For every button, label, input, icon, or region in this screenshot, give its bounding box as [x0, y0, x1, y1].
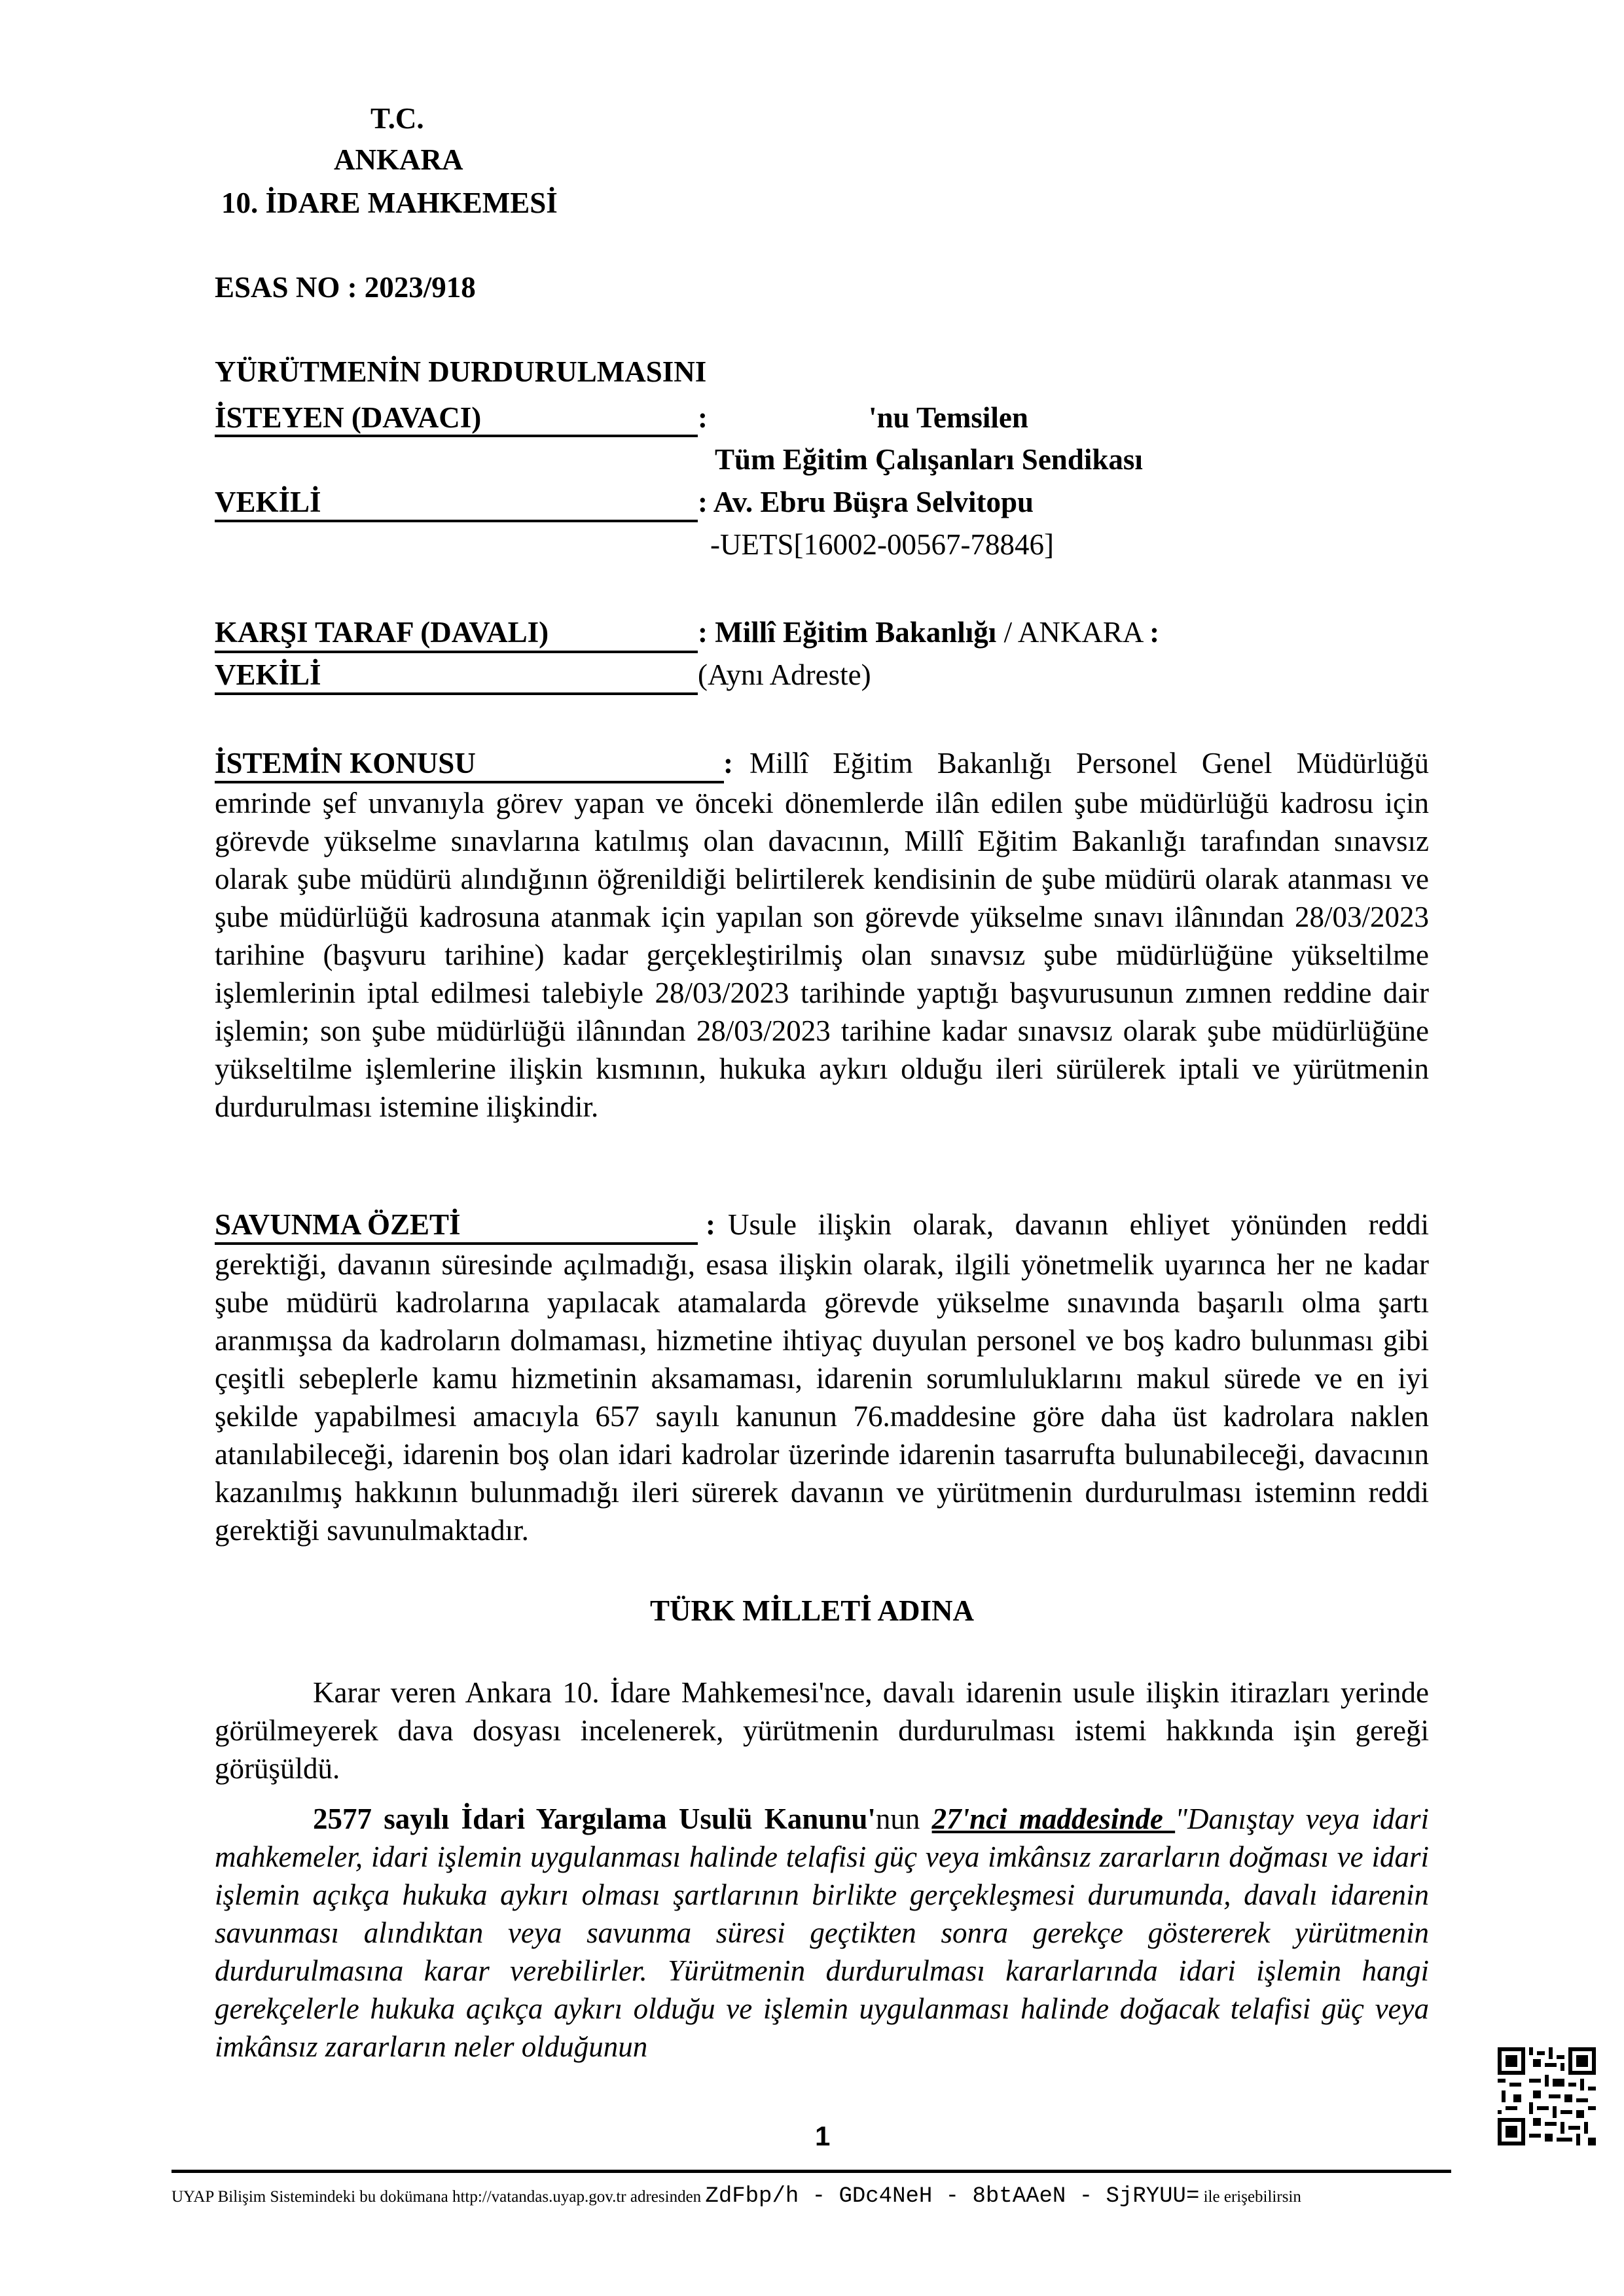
esas-no: ESAS NO : 2023/918: [215, 271, 476, 304]
savunma-label: SAVUNMA ÖZETİ: [215, 1208, 461, 1241]
footer-prefix: UYAP Bilişim Sistemindeki bu dokümana http://vatandas.uyap.gov.tr adresinden: [171, 2188, 706, 2206]
kanun-nun: nun: [875, 1803, 932, 1835]
savunma-colon: :: [706, 1208, 715, 1241]
davali-vekil-label: VEKİLİ: [215, 658, 321, 691]
header-court: 10. İDARE MAHKEMESİ: [221, 187, 558, 219]
davali-vekil-value: (Aynı Adreste): [698, 658, 871, 691]
istem-underline: [215, 781, 724, 783]
davali-name: Millî Eğitim Bakanlığı: [715, 616, 997, 649]
davaci-label-2: İSTEYEN (DAVACI): [215, 401, 482, 434]
savunma-body: gerektiği, davanın süresinde açılmadığı, esasa ilişkin olarak, ilgili yönetmelik uyarınca her ne kadar şube müdürü kadrolarına yapılacak atamalarda görevde yükselme sınavında başarılı olma şartı aranmışsa da kadroların dolmaması, hizmetine ihtiyaç duyulan personel ve boş kadro bulunması gibi çeşitli sebeplerle kamu hizmetinin aksamaması, idarenin sorumluluklarını makul sürede ve en iyi şekilde yapabilmesi amacıyla 657 sayılı kanunun 76.maddesine göre daha üst kadrolara naklen atanılabileceği, idarenin boş olan idari kadrolar üzerinde idarenin tasarrufta bulunabileceği, davacının kazanılmış hakkının bulunmadığı ileri sürerek davanın ve yürütmenin durdurulması isteminn reddi gerektiği savunulmaktadır.: [215, 1248, 1429, 1547]
istem-label: İSTEMİN KONUSU: [215, 747, 476, 780]
footer-rule: [171, 2170, 1451, 2173]
savunma-first-line: Usule ilişkin olarak, davanın ehliyet yönünden reddi: [728, 1208, 1429, 1241]
vekil-uets: -UETS[16002-00567-78846]: [710, 528, 1054, 561]
turk-milleti-adina: TÜRK MİLLETİ ADINA: [649, 1594, 975, 1627]
istem-first-line: Millî Eğitim Bakanlığı Personel Genel Müdürlüğü: [749, 747, 1429, 780]
davaci-underline: [215, 435, 698, 437]
davaci-value-2: Tüm Eğitim Çalışanları Sendikası: [715, 443, 1143, 476]
davaci-value-1: 'nu Temsilen: [869, 401, 1028, 434]
kanun-quote: "Danıştay veya idari mahkemeler, idari işlemin uygulanması halinde telafisi güç veya imkânsız zararların doğması ve idari işlemin açıkça hukuka aykırı olması şartlarının birlikte gerçekleşmesi durumunda, davalı idarenin savunması alındıktan veya savunma süresi geçtikten sonra gerekçe göstererek yürütmenin durdurulmasına karar verebilirler. Yürütmenin durdurulması kararlarında idari işlemin hangi gerekçelerle hukuka açıkça aykırı olduğu ve işlemin uygulanması halinde doğacak telafisi güç veya imkânsız zararların neler olduğunun: [215, 1803, 1429, 2063]
davaci-label-1: YÜRÜTMENİN DURDURULMASINI: [215, 355, 707, 388]
footer-access-code: ZdFbp/h - GDc4NeH - 8btAAeN - SjRYUU=: [705, 2184, 1200, 2209]
vekil-value: : Av. Ebru Büşra Selvitopu: [698, 486, 1034, 518]
istem-colon: :: [723, 747, 733, 780]
davali-colon: :: [698, 616, 708, 649]
davaci-colon: :: [698, 401, 708, 434]
footer-suffix: ile erişebilirsin: [1199, 2188, 1301, 2206]
kanun-paragraph: [215, 1800, 1429, 2066]
davali-value: [698, 615, 1159, 649]
vekil-label: VEKİLİ: [215, 486, 321, 518]
footer: [171, 2184, 1474, 2209]
davali-label: KARŞI TARAF (DAVALI): [215, 616, 549, 649]
davali-city: / ANKARA: [996, 616, 1142, 649]
kanun-madde: 27'nci maddesinde: [931, 1803, 1176, 1835]
header-city: ANKARA: [334, 143, 463, 176]
davali-vekil-underline: [215, 692, 698, 695]
vekil-underline: [215, 520, 698, 522]
kanun-name: 2577 sayılı İdari Yargılama Usulü Kanunu': [313, 1803, 876, 1835]
istem-body: emrinde şef unvanıyla görev yapan ve önceki dönemlerde ilân edilen şube müdürlüğü kadrosu için görevde yükselme sınavlarına katılmış olan davacının, Millî Eğitim Bakanlığı tarafından sınavsız olarak şube müdürü alındığının öğrenildiği belirtilerek kendisinin de şube müdürü olarak atanması ve şube müdürlüğü kadrosuna atanmak için yapılan son görevde yükselme sınavı ilânından 28/03/2023 tarihine (başvuru tarihine) kadar gerçekleştirilmiş olan sınavsız şube müdürlüğüne yükseltilme işlemlerinin iptal edilmesi talebiyle 28/03/2023 tarihinde yaptığı başvurusunun zımnen reddine dair işlemin; son şube müdürlüğü ilânından 28/03/2023 tarihine kadar sınavsız olarak şube müdürlüğüne yükseltilme işlemlerine ilişkin kısmının, hukuka aykırı olduğu ileri sürülerek iptali ve yürütmenin durdurulması istemine ilişkindir.: [215, 787, 1429, 1123]
qr-code-icon: [1498, 2047, 1596, 2145]
page-number: 1: [815, 2121, 831, 2151]
savunma-underline: [215, 1242, 698, 1245]
davali-trailing-colon: :: [1149, 616, 1160, 649]
karar-intro: Karar veren Ankara 10. İdare Mahkemesi'nce, davalı idarenin usule ilişkin itirazları yerinde görülmeyerek dava dosyası incelenerek, yürütmenin durdurulması istemi hakkında işin gereği görüşüldü.: [215, 1676, 1429, 1785]
davali-underline: [215, 651, 698, 653]
header-tc: T.C.: [370, 102, 424, 135]
